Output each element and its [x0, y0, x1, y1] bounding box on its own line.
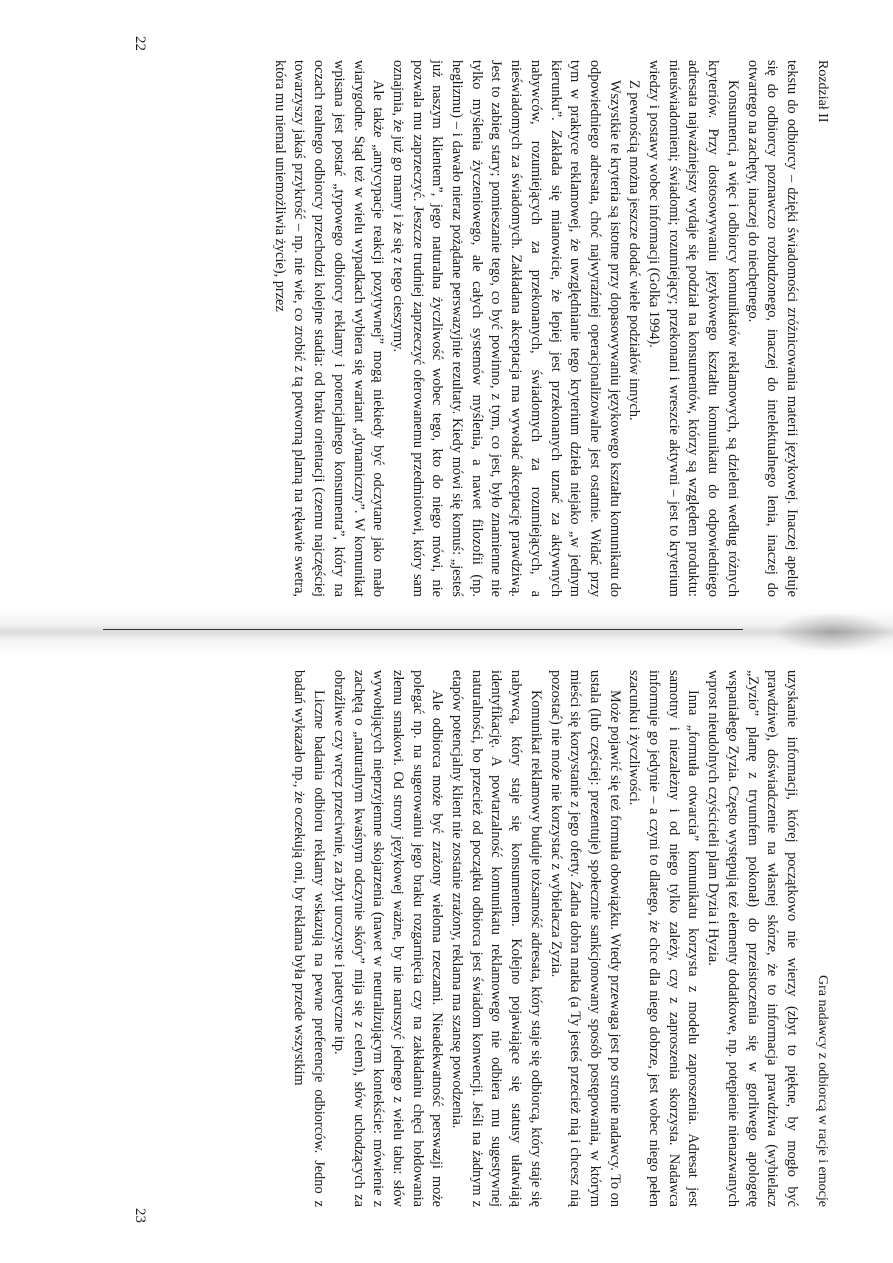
running-head-left: Rozdział II [815, 60, 830, 123]
running-head-right: Gra nadawcy z odbiorcą w racje i emocje [815, 974, 830, 1207]
paragraph: tekstu do odbiorcy – dzięki świadomości zróżnicowania materii językowej. Inaczej apeluje się do odbiorcy poznawczo rozbudzonego, inaczej do intelektualnego lenia, inaczej do otwartego na zachęty, inaczej do niechętnego. [744, 60, 800, 597]
paragraph: Ale także „antycypacje reakcji pozytywnej” mogą niekiedy być odczytane jako mało wiarygodne. Stąd też w wielu wypadkach wybiera się wariant „dynamiczny”. W komunikat wpisana jest postać „typowego odbiorcy reklamy i potencjalnego konsumenta”, który na oczach realnego odbiorcy przechodzi kolejne stadia: od braku orientacji (czemu najczęściej towarzyszy jakaś przykrość – np. nie wie, co zrobić z tą potworną plamą na rękawie swetra, która mu niemal uniemożliwia życie), przez [271, 60, 387, 597]
paragraph: Ale odbiorca może być zrażony wieloma rzeczami. Nieadekwatność perswazji może polegać np. na sugerowaniu jego braku rozgarnięcia czy na zakładaniu chęci hołdowania złemu smakowi. Od strony językowej ważne, by nie naruszyć jednego z wielu tabu: słów wywołujących nieprzyjemne skojarzenia (nawet w neutralizującym kontekście: mówienie z zachętą o „naturalnym kwaśnym odczynie skóry” mija się z celem), słów uchodzących za obraźliwe czy wręcz przeciwnie, za zbyt uroczyste i patetyczne itp. [330, 670, 446, 1207]
paragraph: Inna „formuła otwarcia” komunikatu korzysta z modelu zaproszenia. Adresat jest samotny i niezależny i od niego tylko zależy, czy z zaproszenia skorzysta. Nadawca informuje go jedynie – a czyni to dlatego, że chce dla niego dobrze, jest wobec niego pełen szacunku i życzliwości. [626, 670, 702, 1207]
paragraph: Komunikat reklamowy buduje tożsamość adresata, który staje się odbiorcą, który staje się nabywcą, który staje się konsumentem. Kolejno pojawiające się statusy ułatwiają identyfikację. A powtarzalność komunikatu reklamowego nie odbiera mu sugestywnej naturalności, bo przecież od początku odbiorca jest świadom konwencji. Jeśli na żadnym z etapów potencjalny klient nie zostanie zrażony, reklama ma szansę powodzenia. [449, 670, 544, 1207]
left-page-body [269, 60, 801, 597]
paragraph: uzyskanie informacji, której początkowo nie wierzy (zbyt to piękne, by mogło być prawdziwe), doświadczenie na własnej skórze, że to informacja prawdziwa (wybielacz „Zyzio” plamę z tryumfem pokonał) do przeistoczenia się w gorliwego apologetę wspaniałego Zyzia. Często występują też elementy dodatkowe, np. potępienie nienazwanych wprost nieudolnych czyścicieli plam Dyzia i Hyzia. [705, 670, 800, 1207]
page-number-left: 22 [132, 36, 148, 51]
page-number-right: 23 [132, 1208, 148, 1223]
paragraph: Konsumenci, a więc i odbiorcy komunikatów reklamowych, są dzieleni według różnych kryteriów. Przy dostosowywaniu językowego kształtu komunikatu do odpowiedniego adresata najważniejszy wydaje się podział na konsumentów, którzy są względem produktu: nieuświadomieni; świadomi; rozumiejący; przekonani i wreszcie aktywni – jest to kryterium wiedzy i postawy wobec informacji (Golka 1994). [646, 60, 741, 597]
left-page [0, 0, 893, 631]
right-page [0, 632, 893, 1263]
page-edge-line [103, 629, 743, 630]
paragraph: Z pewnością można jeszcze dodać wiele podziałów innych. [626, 80, 643, 421]
paragraph: Liczne badania odbioru reklamy wskazują na pewne preferencje odbiorców. Jedno z badań wykazało np., że oczekują oni, by reklama była przede wszystkim [291, 670, 328, 1207]
paragraph: Wszystkie te kryteria są istotne przy dopasowywaniu językowego kształtu komunikatu do odpowiedniego adresata, choć najwyraźniej operacjonalizowalne jest ostatnie. Widać przy tym w praktyce reklamowej, że uwzględnianie tego kryterium dzieła niejako „w jednym kierunku”. Zakłada się mianowicie, że lepiej jest przekonanych uznać za aktywnych nabywców, rozumiejących za przekonanych, świadomych za rozumiejących, a nieświadomych za świadomych. Zakładana akceptacja ma wywołać akceptację prawdziwą. Jest to zabieg stary; pomieszanie tego, co być powinno, z tym, co jest, było znamienne nie tylko myślenia życzeniowego, ale całych systemów myślenia, a nawet filozofii (np. heglizmu) – i dawało nieraz pożądane perswazyjnie rezultaty. Kiedy mówi się komuś: „jesteś już naszym klientem”, jego naturalna życzliwość wobec tego, kto do niego mówi, nie pozwala mu zaprzeczyć. Jeszcze trudniej zaprzeczyć oferowanemu przedmiotowi, który sam oznajmia, że już go mamy i że się z tego cieszymy. [389, 60, 623, 597]
right-page-body [289, 670, 801, 1207]
paragraph: Może pojawić się też formuła obowiązku. Wtedy przewaga jest po stronie nadawcy. To on ustala (lub częściej: prezentuje) społecznie sankcjonowany sposób postępowania, w którym mieści się korzystanie z jego oferty. Żadna dobra matka (a Ty jesteś przecież nią i chcesz nią pozostać) nie może nie korzystać z wybielacza Zyzia. [547, 670, 623, 1207]
